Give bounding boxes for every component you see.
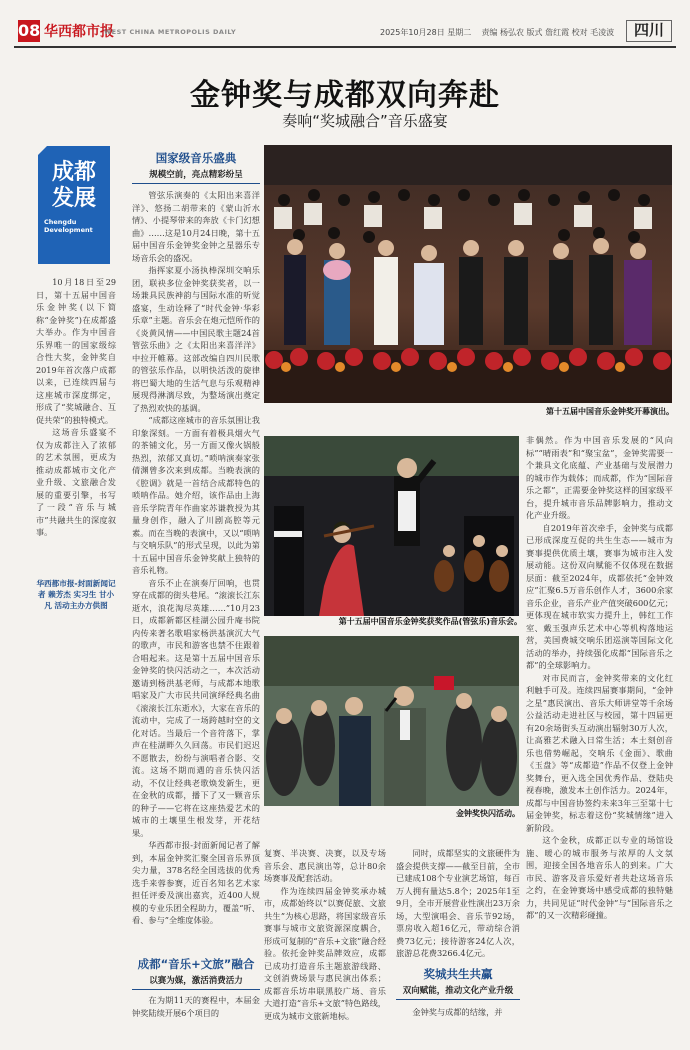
photo-caption-mid: 第十五届中国音乐金钟奖获奖作品(管弦乐)音乐会。 bbox=[338, 617, 522, 626]
date-line: 2025年10月28日 星期二 bbox=[380, 28, 472, 37]
column-4 bbox=[396, 847, 520, 958]
section-head-3-title: 奖城共生共赢 bbox=[423, 967, 493, 981]
column-4-tail bbox=[396, 1006, 520, 1034]
col5-paragraph-1: 非偶然。作为中国音乐发展的“风向标”“晴雨表”和“聚宝盆”，金钟奖需要一个兼具文化底蕴、产业基础与发展潜力的城市作为载体；而成都，作为“国际音乐之都”，正需要金钟奖这样的国家级平台，提升城市音乐品牌影响力，推动文化产业升级。 bbox=[526, 435, 673, 520]
badge-english bbox=[38, 218, 110, 234]
section-head-2-title: 成都“音乐+文旅”融合 bbox=[137, 957, 255, 971]
col2-paragraph-2: 指挥家夏小汤执棒深圳交响乐团，联袂多位金钟奖获奖者，以一场兼具民族神韵与国际水准的听觉盛宴，生动诠释了“时代金钟·华彩乐章”主题。音乐会在炮元恺所作的《炎黄风情——中国民歌主题24首管弦乐曲》之《太阳出来喜洋洋》中拉开帷幕。这部改编自四川民歌的管弦乐作品，以明快活泼的旋律将巴蜀大地的生活气息与乐观精神展现得淋漓尽致，为整场演出奠定了热烈欢快的基调。 bbox=[132, 265, 260, 413]
section-head-1-title: 国家级音乐盛典 bbox=[155, 151, 237, 165]
photo-flash-mob bbox=[264, 636, 519, 806]
section-head-1 bbox=[132, 150, 260, 180]
col2-paragraph-4: 音乐不止在演奏厅回响，也贯穿在成都的街头巷尾。“滚滚长江东逝水，浪花淘尽英雄……”10月23日，成都新都区桂湖公园升庵书院内传来著名歌唱家杨洪基演沉大气的歌声，市民和游客也禁不住跟着合唱起来。这是第十五届中国音乐金钟奖的快闪活动之一，本次活动邀请到杨洪基老师，与成都本地歌唱家及广大市民共同演绎经典名曲《滚滚长江东逝水》，大家在音乐的流动中，完成了一场跨越时空的文化对话。当最后一个音符落下，掌声在桂湖畔久久回荡。市民们迟迟不愿散去，纷纷与演唱者合影、交流。这场不期而遇的音乐快闪活动，不仅让经典老歌焕发新生，更在金秋的成都，播下了又一颗音乐的种子——它将在这座热爱艺术的城市的土壤里生根发芽，开花结果。 bbox=[132, 577, 260, 838]
editor-line: 责编 杨弘农 版式 詹红霞 校对 毛凌波 bbox=[481, 28, 615, 37]
col2-paragraph-1: 管弦乐演奏的《太阳出来喜洋洋》、悠扬二胡带来的《蒙山沂水情》、小提琴带来的奔放《卡门幻想曲》……这是10月24日晚，第十五届中国音乐金钟奖金钟之星器乐专场音乐会的盛况。 bbox=[132, 190, 260, 263]
col2-paragraph-5: 华西都市报-封面新闻记者了解到，本届金钟奖汇聚全国音乐界顶尖力量，378名经全国选拔的优秀选手来蓉参赛，近百名知名艺术家担任评委及演出嘉宾，近400人规模的专业乐团全程助力，覆盖“听、看、参与”全维度体验。 bbox=[132, 840, 260, 925]
section-head-2 bbox=[132, 956, 260, 986]
badge-notch bbox=[38, 145, 48, 155]
badge-title-line2: 发展 bbox=[51, 186, 96, 211]
column-2-tail bbox=[132, 994, 260, 1039]
header-info bbox=[380, 27, 614, 38]
photo-caption-bottom: 金钟奖快闪活动。 bbox=[456, 809, 520, 818]
col5-paragraph-3: 对市民而言，金钟奖带来的文化红利触手可及。连续四届赛事期间，“金钟之星”惠民演出、音乐大师讲堂等千余场公益活动走进社区与校园，第十四届更有20余场街头互动演出辐射30万人次，让高雅艺术融入日常生活；本土刻创音乐也借势崛起，交响乐《金面》、歌曲《玉盘》等“成都造”作品不仅登上金钟奖舞台，更入选全国优秀作品、登陆央视春晚，激发本土创作活力。2024年，成都与中国音协签约未来3年三至第十七届金钟奖，标志着这份“奖城情缘”进入新阶段。 bbox=[526, 672, 673, 833]
section-head-2-subtitle: 以赛为媒，激活消费活力 bbox=[149, 976, 243, 986]
col5-paragraph-4: 这个金秋，成都正以专业的场馆设施、暖心的城市服务与浓厚的人文氛围，迎接全国各地音乐人的到来。广大市民、游客及音乐爱好者共赴这场音乐之约，在金钟赛场中感受成都的独特魅力，共同见证“时代金钟”与“国际音乐之都”的又一次精彩碰撞。 bbox=[526, 835, 673, 920]
badge-title bbox=[38, 160, 110, 212]
column-2 bbox=[132, 189, 260, 954]
col3-paragraph-1: 复赛、半决赛、决赛，以及专场音乐会、惠民演出等，总计80余场赛事及配套活动。 bbox=[264, 848, 386, 883]
byline: 华西都市报-封面新闻记者 赖芳杰 实习生 甘小凡 活动主办方供图 bbox=[36, 579, 116, 610]
section-head-1-subtitle: 规模空前，亮点精彩纷呈 bbox=[149, 170, 243, 180]
section-head-3 bbox=[396, 966, 520, 996]
badge-english-line1: Chengdu bbox=[44, 218, 77, 226]
col2-paragraph-6: 在为期11天的赛程中，本届金钟奖陆续开展6个项目的 bbox=[132, 995, 260, 1018]
col4-paragraph-2: 金钟奖与成都的结缘，并 bbox=[412, 1007, 503, 1017]
section-badge bbox=[38, 146, 110, 264]
column-3 bbox=[264, 847, 386, 1032]
article-title: 金钟奖与成都双向奔赴 bbox=[190, 78, 500, 113]
badge-title-line1: 成都 bbox=[51, 160, 96, 185]
section-tag: 四川 bbox=[626, 20, 672, 42]
column-5 bbox=[526, 434, 673, 1039]
photo-caption-top: 第十五届中国音乐金钟奖开幕演出。 bbox=[546, 407, 674, 416]
col5-paragraph-2: 自2019年首次牵手，金钟奖与成都已形成深度互促的共生生态——城市为赛事提供优质土壤，赛事为城市注入发展动能。这份双向赋能不仅体现在数据层面：截至2024年，成都依托“金钟效应”汇聚6.5万音乐创作人才，3600余家音乐企业，音乐产业产值突破600亿元；更体现在城市软实力提升上，韩红工作室、戴玉强声乐艺术中心等机构落地运营，美国费城交响乐团巡演等国际文化活动的举办，持续强化成都“国际音乐之都”的全球影响力。 bbox=[526, 522, 673, 670]
section-divider bbox=[132, 989, 260, 990]
photo-opening-performance bbox=[264, 145, 672, 415]
col4-paragraph-1: 同时，成都坚实的文旅硬件为盛会提供支撑——截至目前，全市已建成108个专业演艺场馆，每百万人拥有量达5.8个；2025年1至9月，全市开展营业性演出23万余场，大型演唱会、音乐节92场，票房收入超16亿元，带动综合消费73亿元；接待游客24亿人次，旅游总花费3266.4亿元。 bbox=[396, 848, 520, 958]
col2-paragraph-3: “成都这座城市的音乐氛围让我印象深刻。一方面有着极具烟火气的茶铺文化，另一方面又像火锅般热烈，浓郁又真切。”唢呐演奏家张倩渊曾多次来到成都。当晚表演的《腔调》就是一首结合成都特色的唢呐作品。她介绍，该作品由上海音乐学院青年作曲家苏谦教授为其量身创作，融入了川剧高腔等元素。而在当晚的表演中，又以“唢呐与交响乐队”的形式呈现，以此为第十五届中国音乐金钟奖献上独特的音乐礼物。 bbox=[132, 415, 260, 575]
newspaper-logo: 华西都市报 bbox=[44, 24, 114, 40]
page-number: 08 bbox=[18, 21, 41, 40]
header-divider bbox=[14, 46, 676, 48]
section-divider bbox=[396, 999, 520, 1000]
lead-paragraph: 10月18日至29日，第十五届中国音乐金钟奖(以下简称“金钟奖”)在成都盛大举办。作为中国音乐界唯一的国家级综合性大奖，金钟奖自2019年首次落户成都以来，已连续四届与这座城市深度绑定，形成了“奖城融合、互促共荣”的独特模式。 bbox=[36, 277, 116, 425]
lead-paragraph-2: 这场音乐盛宴不仅为成都注入了浓郁的艺术氛围，更成为推动成都城市文化产业升级、文旅融合发展的重要引擎，书写了一段“音乐与城市”共融共生的深度叙事。 bbox=[36, 427, 116, 537]
col3-paragraph-2: 作为连续四届金钟奖承办城市，成都始终以“以赛促旅、文旅共生”为核心思路，将国家级音乐赛事与城市文旅资源深度耦合，形成可复制的“音乐+文旅”融合经验。依托金钟奖品牌效应，成都已成功打造音乐主题旅游线路、文创消费场景与惠民演出体系；成都音乐坊串联黑胶广场、音乐大道打造“音乐+文旅”特色路线，更成为城市文旅新地标。 bbox=[264, 885, 386, 1021]
section-head-3-subtitle: 双向赋能，推动文化产业升级 bbox=[402, 986, 514, 996]
newspaper-logo-english: WEST CHINA METROPOLIS DAILY bbox=[104, 28, 237, 36]
photo-award-concert bbox=[264, 436, 519, 616]
section-divider bbox=[132, 183, 260, 184]
badge-english-line2: Development bbox=[44, 226, 93, 234]
article-subtitle: 奏响“奖城融合”音乐盛宴 bbox=[282, 112, 448, 130]
lead-column bbox=[36, 276, 116, 539]
